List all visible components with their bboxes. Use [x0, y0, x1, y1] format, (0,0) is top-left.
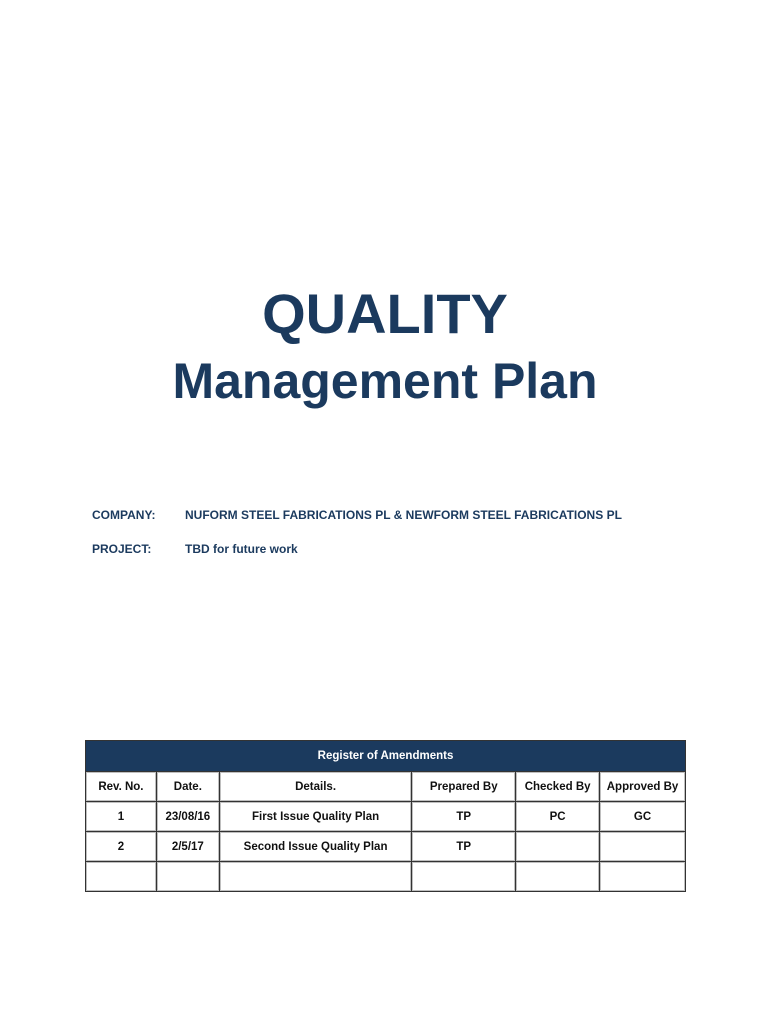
amendments-table [85, 740, 686, 892]
cell-checked-by [516, 862, 600, 892]
cell-details: First Issue Quality Plan [219, 802, 412, 832]
amendments-heading-row [86, 741, 686, 772]
col-approved-by: Approved By [600, 772, 686, 802]
title-quality: QUALITY [262, 282, 508, 345]
col-details: Details. [219, 772, 412, 802]
table-row [86, 802, 686, 832]
col-rev-no: Rev. No. [86, 772, 157, 802]
project-value: TBD for future work [185, 542, 298, 556]
project-label: PROJECT: [92, 542, 152, 556]
cell-checked-by: PC [516, 802, 600, 832]
cell-prepared-by: TP [412, 802, 516, 832]
col-prepared-by: Prepared By [412, 772, 516, 802]
cell-checked-by [516, 832, 600, 862]
cell-date: 2/5/17 [156, 832, 219, 862]
title-management-plan: Management Plan [172, 353, 598, 409]
cell-approved-by [600, 862, 686, 892]
table-row [86, 862, 686, 892]
cell-prepared-by: TP [412, 832, 516, 862]
cell-date: 23/08/16 [156, 802, 219, 832]
title-block [0, 282, 770, 410]
cell-details: Second Issue Quality Plan [219, 832, 412, 862]
cell-rev-no: 1 [86, 802, 157, 832]
company-value: NUFORM STEEL FABRICATIONS PL & NEWFORM STEEL FABRICATIONS PL [185, 508, 622, 522]
amendments-heading: Register of Amendments [86, 741, 686, 772]
cell-details [219, 862, 412, 892]
table-row [86, 832, 686, 862]
cell-approved-by: GC [600, 802, 686, 832]
cell-rev-no [86, 862, 157, 892]
cell-prepared-by [412, 862, 516, 892]
cell-rev-no: 2 [86, 832, 157, 862]
col-checked-by: Checked By [516, 772, 600, 802]
col-date: Date. [156, 772, 219, 802]
cell-approved-by [600, 832, 686, 862]
cell-date [156, 862, 219, 892]
column-header-row [86, 772, 686, 802]
company-label: COMPANY: [92, 508, 156, 522]
